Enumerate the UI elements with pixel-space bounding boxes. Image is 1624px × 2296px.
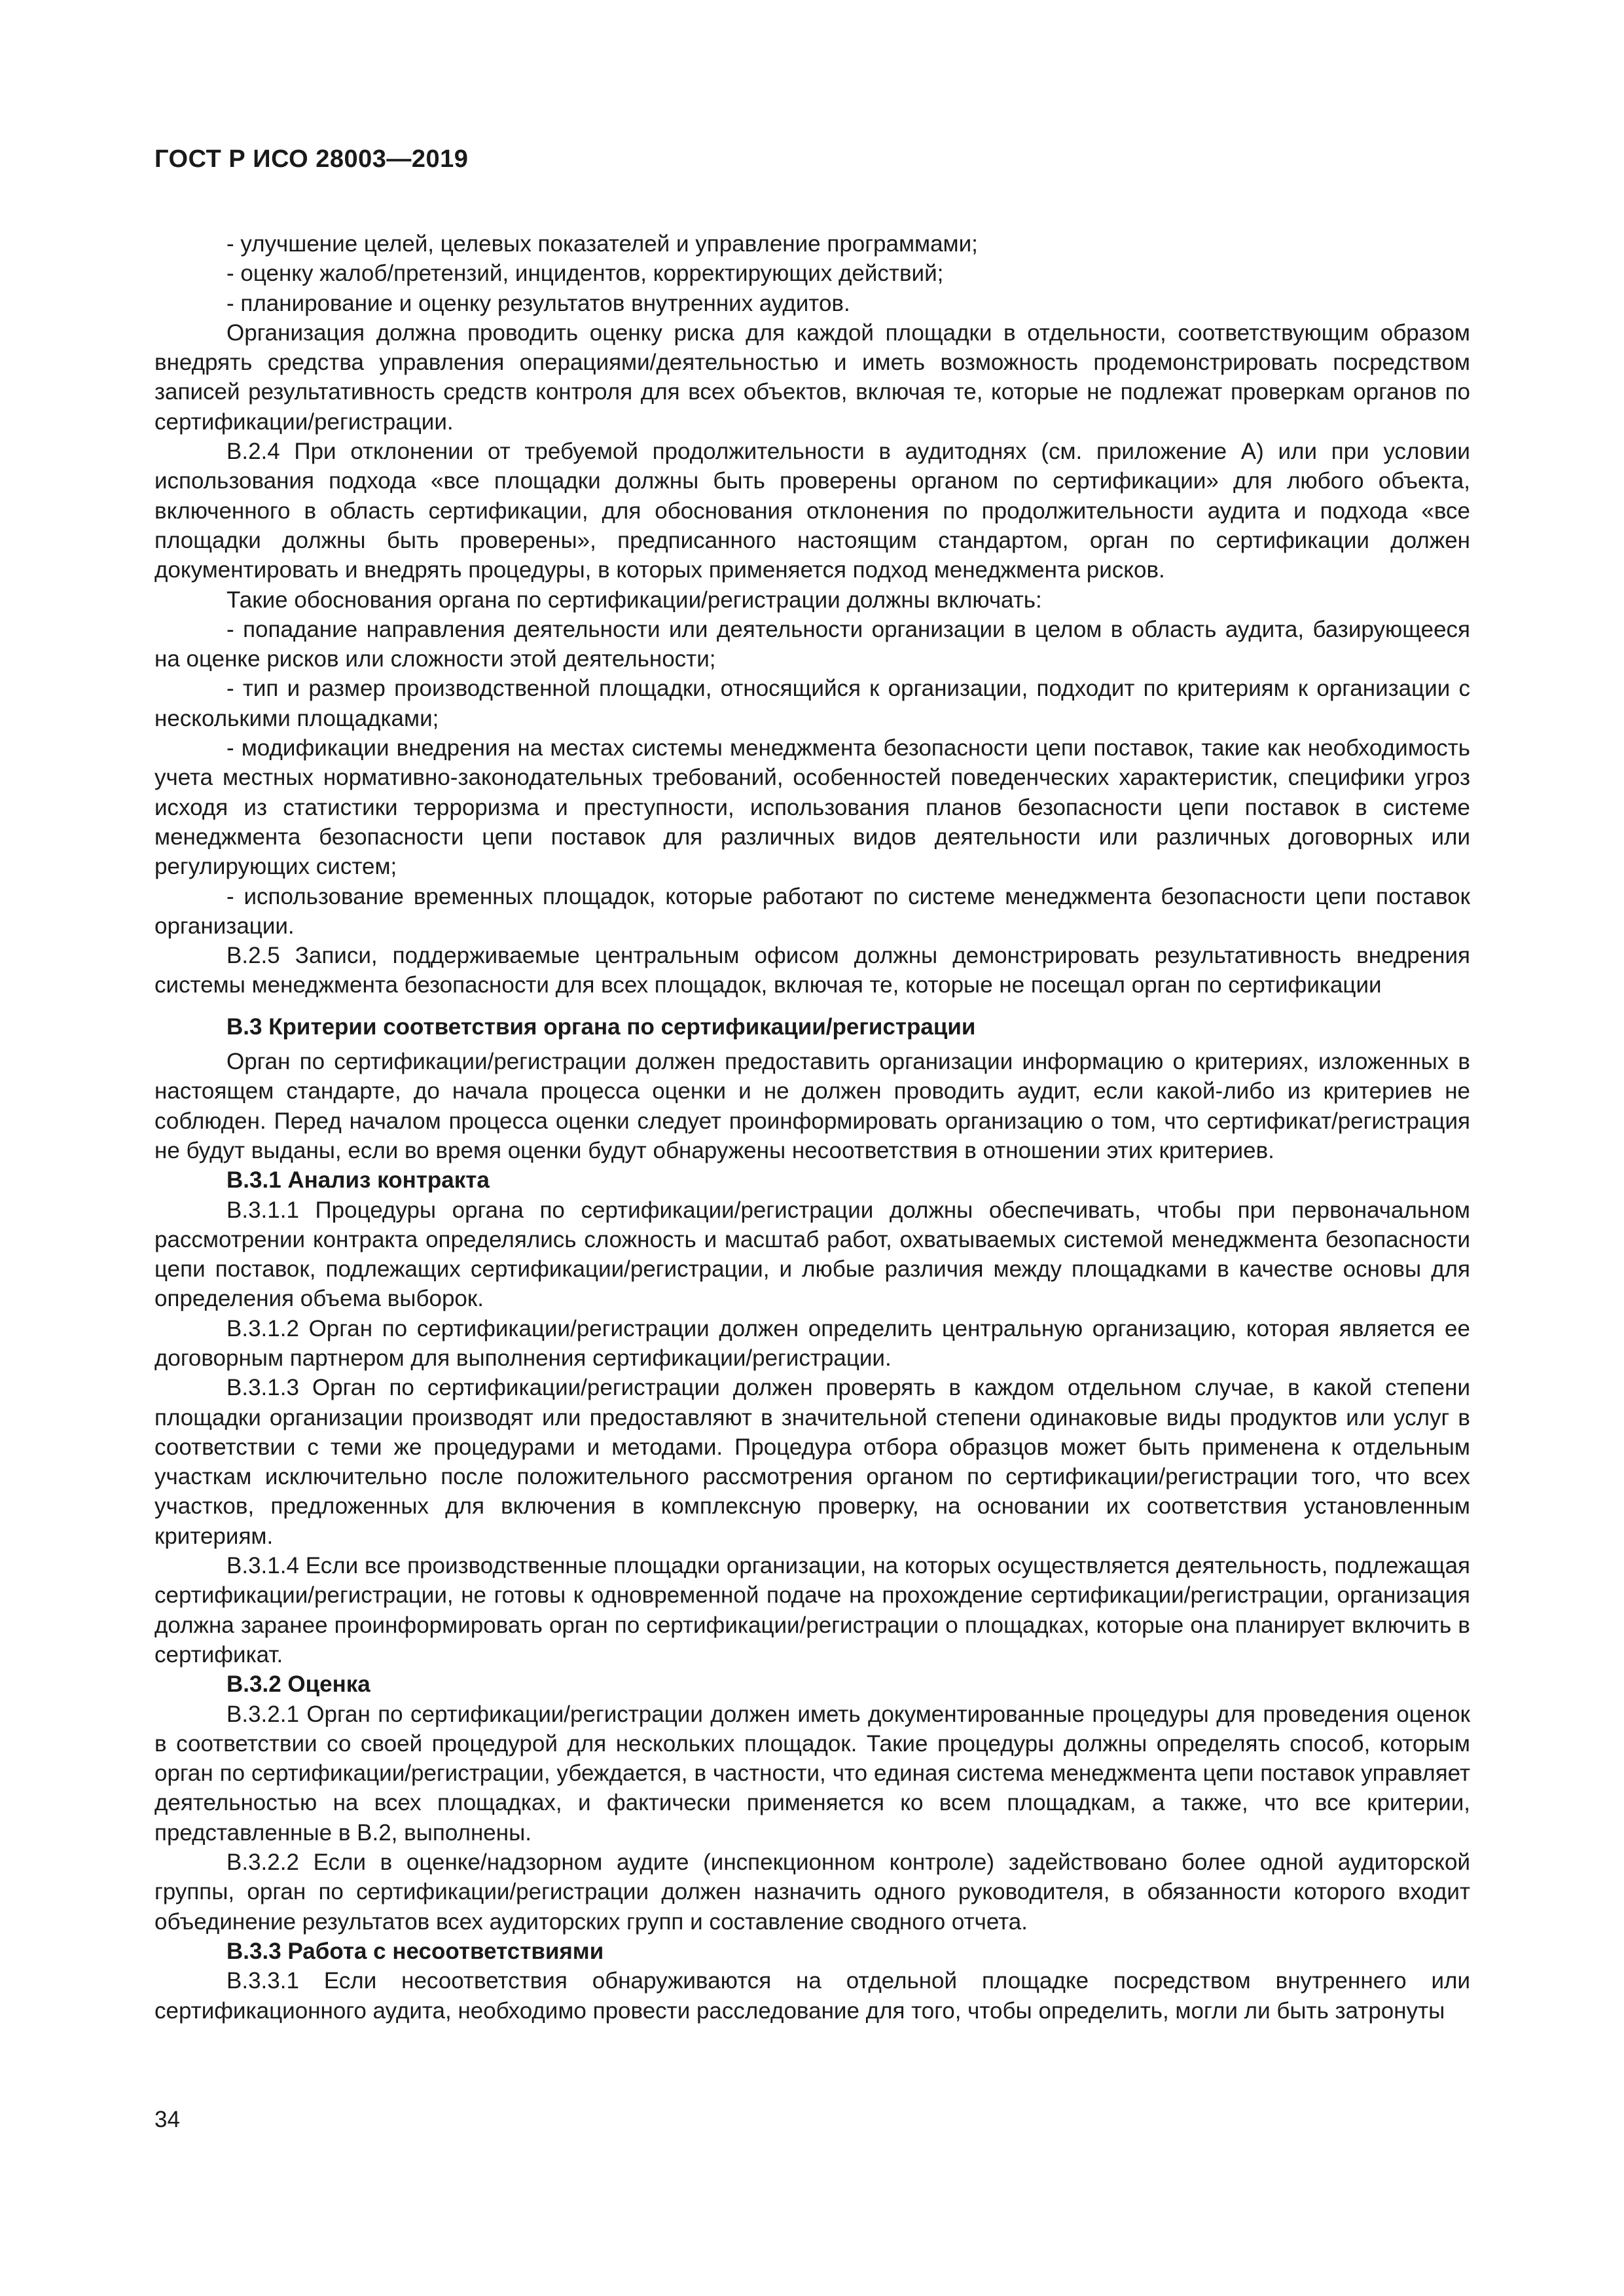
paragraph: В.3.1.2 Орган по сертификации/регистрации должен определить центральную организацию, которая является ее договорным партнером для выполнения сертификации/регистрации. — [154, 1315, 1470, 1371]
paragraph: В.3.3.1 Если несоответствия обнаруживаются на отдельной площадке посредством внутреннего или сертификационного аудита, необходимо провести расследование для того, чтобы определить, могли ли быть затронуты — [154, 1968, 1470, 2024]
paragraph: - тип и размер производственной площадки, относящийся к организации, подходит по критериям к организации с несколькими площадками; — [154, 676, 1470, 731]
subsection-heading-b33: В.3.3 Работа с несоответствиями — [226, 1938, 604, 1964]
document-body — [154, 229, 1470, 2026]
paragraph: - попадание направления деятельности или деятельности организации в целом в область аудита, базирующееся на оценке рисков или сложности этой деятельности; — [154, 616, 1470, 672]
paragraph: Организация должна проводить оценку риска для каждой площадки в отдельности, соответствующим образом внедрять средства управления операциями/деятельностью и иметь возможность продемонстрировать посредством записей результативность средств контроля для всех объектов, включая те, которые не подлежат проверкам органов по сертификации/регистрации. — [154, 319, 1470, 435]
paragraph: - оценку жалоб/претензий, инцидентов, корректирующих действий; — [226, 261, 944, 287]
paragraph: - модификации внедрения на местах системы менеджмента безопасности цепи поставок, такие как необходимость учета местных нормативно-законодательных требований, особенностей поведенческих характеристик, специфики угроз исходя из статистики терроризма и преступности, использования планов безопасности цепи поставок в системе менеджмента безопасности цепи поставок для различных видов деятельности или различных договорных или регулирующих систем; — [154, 735, 1470, 880]
paragraph: Орган по сертификации/регистрации должен предоставить организации информацию о критериях, изложенных в настоящем стандарте, до начала процесса оценки и не должен проводить аудит, если какой-либо из критериев не соблюден. Перед началом процесса оценки следует проинформировать организацию о том, что сертификат/регистрация не будут выданы, если во время оценки будут обнаружены несоответствия в отношении этих критериев. — [154, 1049, 1470, 1163]
page-number: 34 — [154, 2107, 180, 2132]
paragraph: В.3.2.1 Орган по сертификации/регистрации должен иметь документированные процедуры для проведения оценок в соответствии со своей процедурой для нескольких площадок. Такие процедуры должны определять способ, которым орган по сертификации/регистрации, убеждается, в частности, что единая система менеджмента цепи поставок управляет деятельностью на всех площадках, и фактически применяется ко всем площадкам, а также, что все критерии, представленные в В.2, выполнены. — [154, 1701, 1470, 1846]
section-heading-b3: В.3 Критерии соответствия органа по сертификации/регистрации — [226, 1013, 976, 1040]
paragraph: В.2.5 Записи, поддерживаемые центральным офисом должны демонстрировать результативность внедрения системы менеджмента безопасности для всех площадок, включая те, которые не посещал орган по сертификации — [154, 943, 1470, 998]
document-header-title: ГОСТ Р ИСО 28003—2019 — [154, 145, 469, 173]
paragraph: В.3.1.3 Орган по сертификации/регистрации должен проверять в каждом отдельном случае, в какой степени площадки организации производят или предоставляют в значительной степени одинаковые виды продуктов или услуг в соответствии с теми же процедурами и методами. Процедура отбора образцов может быть применена к отдельным участкам исключительно после положительного рассмотрения органом по сертификации/регистрации того, что всех участков, предложенных для включения в комплексную проверку, на основании их соответствия установленным критериям. — [154, 1375, 1470, 1549]
paragraph: Такие обоснования органа по сертификации/регистрации должны включать: — [226, 587, 1042, 613]
paragraph: В.3.1.4 Если все производственные площадки организации, на которых осуществляется деятельность, подлежащая сертификации/регистрации, не готовы к одновременной подаче на прохождение сертификации/регистрации, организация должна заранее проинформировать орган по сертификации/регистрации о площадках, которые она планирует включить в сертификат. — [154, 1553, 1470, 1667]
paragraph: В.2.4 При отклонении от требуемой продолжительности в аудитоднях (см. приложение А) или при условии использования подхода «все площадки должны быть проверены органом по сертификации» для любого объекта, включенного в область сертификации, для обоснования отклонения по продолжительности аудита и подхода «все площадки должны быть проверены», предписанного настоящим стандартом, орган по сертификации должен документировать и внедрять процедуры, в которых применяется подход менеджмента рисков. — [154, 439, 1470, 583]
paragraph: - использование временных площадок, которые работают по системе менеджмента безопасности цепи поставок организации. — [154, 883, 1470, 939]
paragraph: В.3.1.1 Процедуры органа по сертификации/регистрации должны обеспечивать, чтобы при первоначальном рассмотрении контракта определялись сложность и масштаб работ, охватываемых системой менеджмента безопасности цепи поставок, подлежащих сертификации/регистрации, и любые различия между площадками в качестве основы для определения объема выборок. — [154, 1197, 1470, 1312]
subsection-heading-b31: В.3.1 Анализ контракта — [226, 1167, 490, 1194]
subsection-heading-b32: В.3.2 Оценка — [226, 1671, 370, 1698]
paragraph: - улучшение целей, целевых показателей и управление программами; — [226, 231, 978, 257]
paragraph: В.3.2.2 Если в оценке/надзорном аудите (инспекционном контроле) задействовано более одной аудиторской группы, орган по сертификации/регистрации должен назначить одного руководителя, в обязанности которого входит объединение результатов всех аудиторских групп и составление сводного отчета. — [154, 1850, 1470, 1935]
paragraph: - планирование и оценку результатов внутренних аудитов. — [226, 290, 850, 316]
